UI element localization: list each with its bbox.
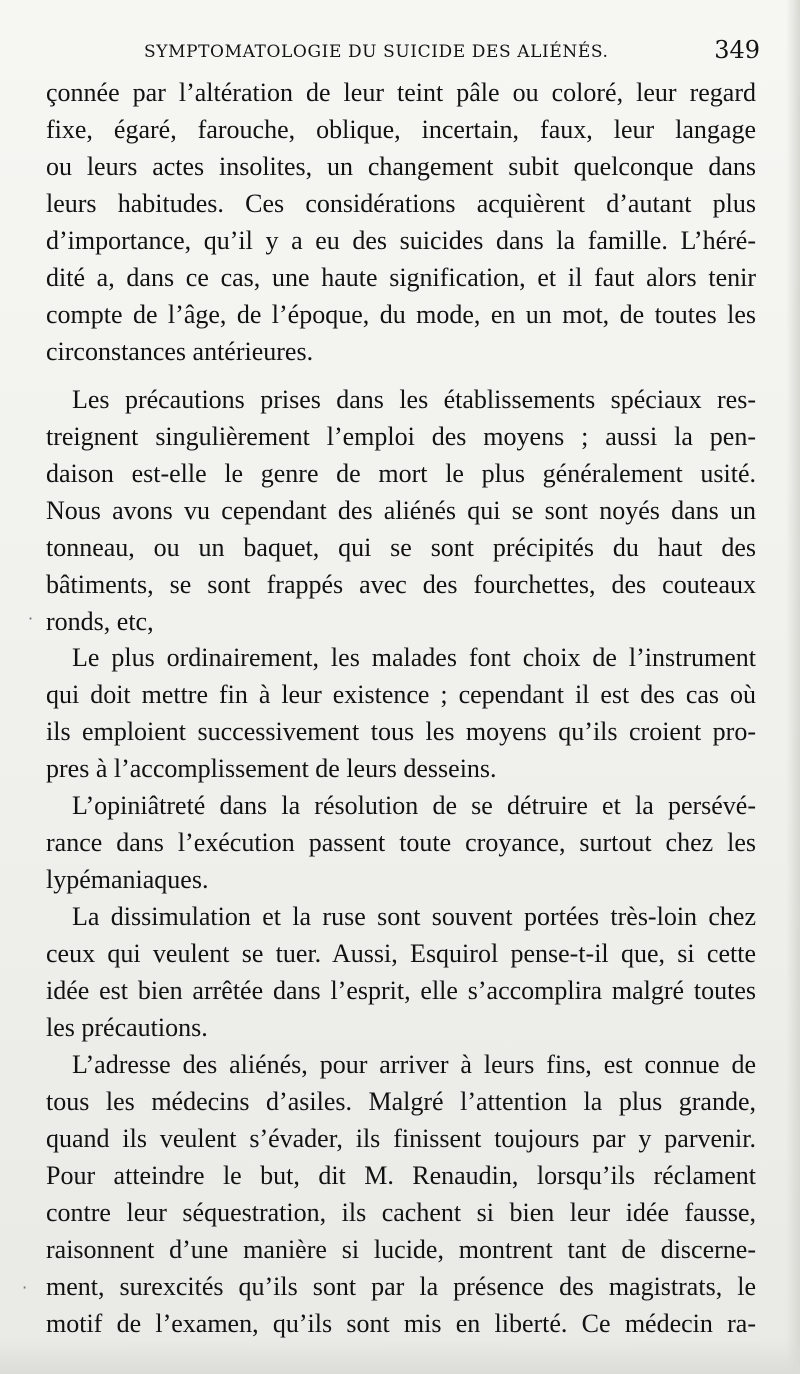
text-line: raisonnent d’une manière si lucide, montrent tant de discerne- xyxy=(46,1235,756,1264)
text-line: compte de l’âge, de l’époque, du mode, en un mot, de toutes les xyxy=(46,300,756,329)
text-line: L’opiniâtreté dans la résolution de se détruire et la persévé- xyxy=(72,791,756,820)
text-line: Nous avons vu cependant des aliénés qui se sont noyés dans un xyxy=(46,496,756,525)
text-line: circonstances antérieures. xyxy=(46,337,314,366)
text-line: rance dans l’exécution passent toute croyance, surtout chez les xyxy=(46,828,756,857)
text-line: ronds, etc, xyxy=(46,607,154,636)
text-line: d’importance, qu’il y a eu des suicides dans la famille. L’héré- xyxy=(46,226,756,255)
text-line: motif de l’examen, qu’ils sont mis en liberté. Ce médecin ra- xyxy=(46,1309,756,1338)
margin-tick-mark: · xyxy=(28,609,34,628)
text-line: idée est bien arrêtée dans l’esprit, elle s’accomplira malgré toutes xyxy=(46,976,756,1005)
text-line: quand ils veulent s’évader, ils finissent toujours par y parvenir. xyxy=(46,1124,756,1153)
text-line: La dissimulation et la ruse sont souvent portées très-loin chez xyxy=(72,902,756,931)
margin-tick-mark: · xyxy=(22,1278,28,1297)
text-line: leurs habitudes. Ces considérations acquièrent d’autant plus xyxy=(46,189,756,218)
text-line: daison est-elle le genre de mort le plus généralement usité. xyxy=(46,459,756,488)
page-edge-shadow-bottom xyxy=(0,1340,800,1374)
page-number: 349 xyxy=(714,36,760,64)
text-line: treignent singulièrement l’emploi des moyens ; aussi la pen- xyxy=(46,422,756,451)
text-line: tonneau, ou un baquet, qui se sont précipités du haut des xyxy=(46,533,756,562)
text-line: pres à l’accomplissement de leurs desseins. xyxy=(46,754,497,783)
text-line: Les précautions prises dans les établissements spéciaux res- xyxy=(72,385,756,414)
text-line: dité a, dans ce cas, une haute signification, et il faut alors tenir xyxy=(46,263,756,292)
text-line: ils emploient successivement tous les moyens qu’ils croient pro- xyxy=(46,717,756,746)
text-line: tous les médecins d’asiles. Malgré l’attention la plus grande, xyxy=(46,1087,756,1116)
text-line: lypémaniaques. xyxy=(46,865,209,894)
text-line: L’adresse des aliénés, pour arriver à leurs fins, est connue de xyxy=(72,1050,756,1079)
text-line: les précautions. xyxy=(46,1013,208,1042)
page-edge-shadow-right xyxy=(786,0,800,1374)
text-line: ment, surexcités qu’ils sont par la présence des magistrats, le xyxy=(46,1272,756,1301)
text-line: ceux qui veulent se tuer. Aussi, Esquirol pense-t-il que, si cette xyxy=(46,939,756,968)
running-title: SYMPTOMATOLOGIE DU SUICIDE DES ALIÉNÉS. xyxy=(144,42,609,62)
text-line: qui doit mettre fin à leur existence ; cependant il est des cas où xyxy=(46,680,756,709)
text-line: Le plus ordinairement, les malades font choix de l’instrument xyxy=(72,643,756,672)
text-line: ou leurs actes insolites, un changement subit quelconque dans xyxy=(46,152,756,181)
page-header xyxy=(100,36,760,68)
text-line: Pour atteindre le but, dit M. Renaudin, lorsqu’ils réclament xyxy=(46,1161,756,1190)
text-line: fixe, égaré, farouche, oblique, incertain, faux, leur langage xyxy=(46,115,756,144)
text-line: bâtiments, se sont frappés avec des fourchettes, des couteaux xyxy=(46,570,756,599)
text-line: çonnée par l’altération de leur teint pâle ou coloré, leur regard xyxy=(46,78,756,107)
text-line: contre leur séquestration, ils cachent si bien leur idée fausse, xyxy=(46,1198,756,1227)
